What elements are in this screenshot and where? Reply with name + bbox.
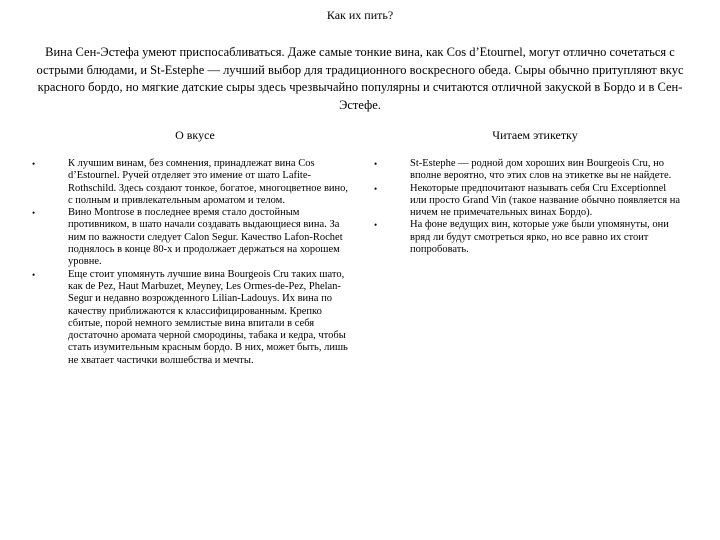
taste-bullet-list	[30, 158, 352, 367]
page-title: Как их пить?	[326, 8, 394, 22]
list-item-text: Вино Montrose в последнее время стало достойным противником, в шато начали создавать выдающиеся вина. За ним по важности следует Calon Segur. Качество Lafon-Rochet поднялось в конце 80-х и продолжает держаться на хорошем уровне.	[68, 207, 343, 268]
list-item-text: Еще стоит упомянуть лучшие вина Bourgeois Cru таких шато, как de Pez, Haut Marbuzet, Meyney, Les Ormes-de-Pez, Phelan-Segur и недавно возрожденного Lilian-Ladouys. Их вина по качеству приближаются к классифицированным. Крепко сбитые, порой немного землистые вина впитали в себя достаточно аромата черной смородины, табака и кедра, чтобы стать изумительным красным бордо. В них, может быть, лишь не хватает частички волшебства и мечты.	[68, 268, 348, 366]
list-item	[372, 219, 682, 256]
intro-paragraph: Вина Сен-Эстефа умеют приспосабливаться. Даже самые тонкие вина, как Cos d’Etournel, могут отлично сочетаться с острыми блюдами, и St-Estephe — лучший выбор для традиционного воскресного обеда. Сыры обычно притупляют вкус красного бордо, но мягкие датские сыры здесь чрезвычайно популярны и считаются отличной закуской в Бордо и в Сен-Эстефе.	[36, 45, 684, 112]
list-item	[372, 183, 682, 220]
left-column-heading: О вкусе	[175, 128, 215, 142]
bullet-icon: •	[374, 183, 378, 194]
list-item	[30, 269, 352, 367]
bullet-icon: •	[32, 269, 36, 280]
bullet-icon: •	[374, 220, 378, 231]
bullet-icon: •	[374, 159, 378, 169]
label-bullet-list	[372, 158, 682, 256]
list-item	[30, 207, 352, 268]
list-item-text: Некоторые предпочитают называть себя Cru Exceptionnel или просто Grand Vin (такое название обычно появляется на ничем не примечательных винах Бордо).	[410, 182, 681, 219]
right-column-heading: Читаем этикетку	[492, 128, 578, 142]
bullet-icon: •	[32, 208, 36, 219]
list-item-text: На фоне ведущих вин, которые уже были упомянуты, они вряд ли будут смотреться ярко, но все равно их стоит попробовать.	[410, 219, 669, 256]
list-item-text: К лучшим винам, без сомнения, принадлежат вина Cos d’Estournel. Ручей отделяет это имение от шато Lafite-Rothschild. Здесь создают тонкое, богатое, многоцветное вино, с полным и привлекательным ароматом и телом.	[68, 158, 349, 206]
list-item	[372, 158, 682, 183]
bullet-icon: •	[32, 159, 36, 169]
list-item-text: St-Estephe — родной дом хороших вин Bourgeois Cru, но вполне вероятно, что этих слов на этикетке вы не найдете.	[410, 158, 672, 182]
list-item	[30, 158, 352, 207]
